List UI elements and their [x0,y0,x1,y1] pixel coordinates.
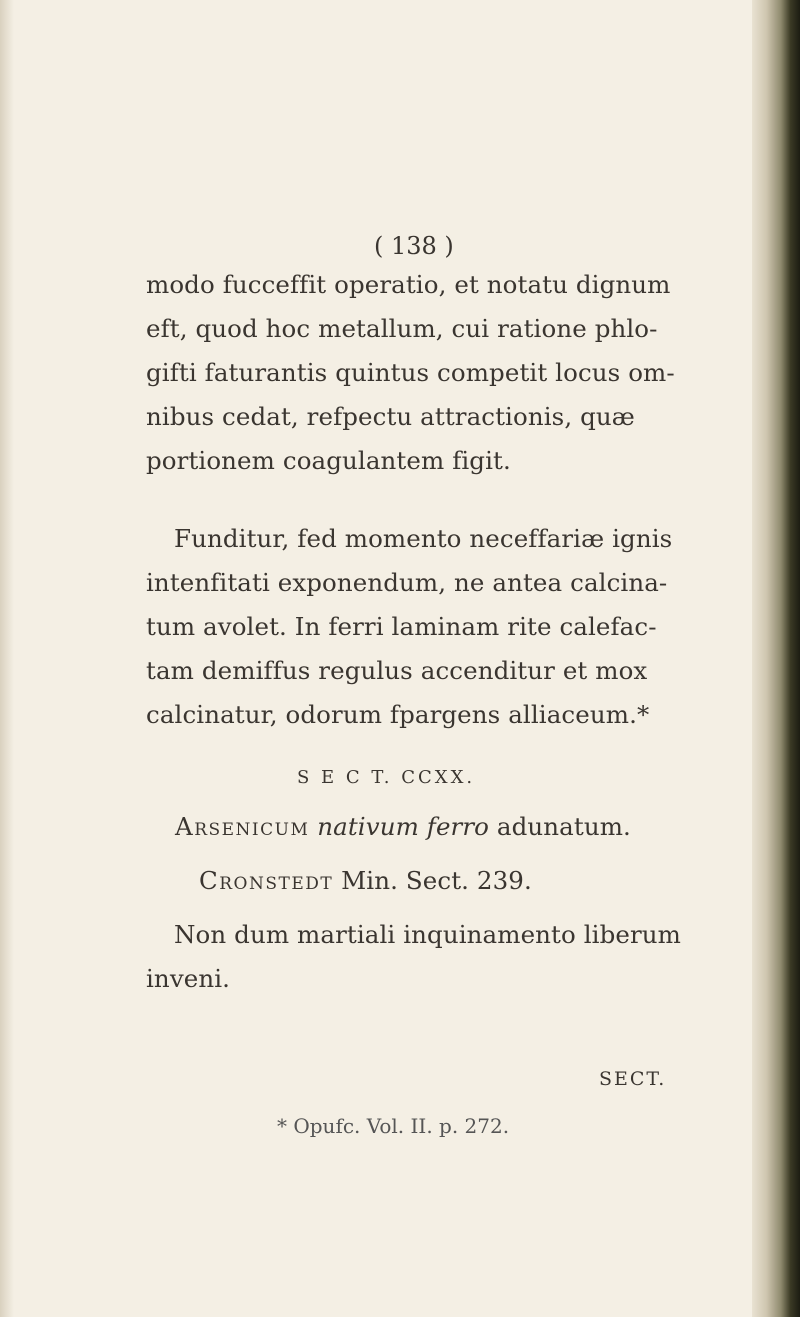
text-line: nibus cedat, refpectu attractionis, quæ [146,402,635,431]
reference-line [199,866,532,895]
text-line: eft, quod hoc metallum, cui ratione phlo- [146,314,658,343]
reference-rest: Min. Sect. 239. [341,866,532,895]
page-number: ( 138 ) [374,232,454,260]
text-line: portionem coagulantem figit. [146,446,511,475]
title-rest: adunatum. [496,812,631,841]
text-line: tam demiffus regulus accenditur et mox [146,656,648,685]
section-heading: S E C T. CCXX. [297,767,476,788]
reference-author: Cronstedt [199,866,334,895]
title-word: Arsenicum [175,812,310,841]
text-line: Non dum martiali inquinamento liberum [174,920,682,949]
text-line: calcinatur, odorum fpargens alliaceum.* [146,700,650,729]
title-italic: nativum ferro [317,812,490,841]
book-spine-edge [752,0,800,1317]
text-line: modo fucceffit operatio, et notatu dignum [146,270,671,299]
text-line: gifti faturantis quintus competit locus om- [146,358,675,387]
section-title [175,812,631,841]
text-line: inveni. [146,964,231,993]
page-left-shade [0,0,14,1317]
text-line: Funditur, fed momento neceffariæ ignis [174,524,673,553]
catchword: SECT. [599,1068,667,1090]
text-line: intenfitati exponendum, ne antea calcina- [146,568,668,597]
footnote: * Opufc. Vol. II. p. 272. [277,1114,510,1138]
text-line: tum avolet. In ferri laminam rite calefac- [146,612,657,641]
